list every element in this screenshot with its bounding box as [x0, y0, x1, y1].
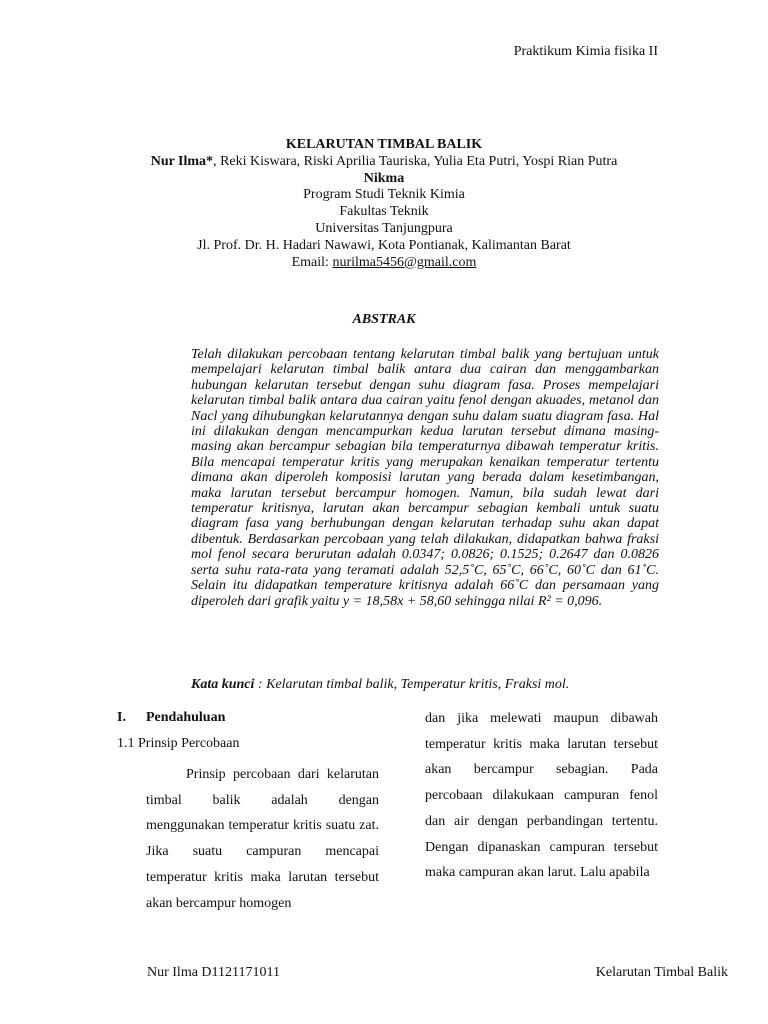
subsection-heading: 1.1 Prinsip Percobaan — [117, 736, 240, 751]
section-title: Pendahuluan — [146, 710, 226, 725]
author-list — [124, 154, 644, 171]
faculty: Fakultas Teknik — [339, 204, 429, 220]
left-column-text: Prinsip percobaan dari kelarutan timbal balik adalah dengan menggunakan temperatur kritis suatu zat. Jika suatu campuran mencapai temperatur kritis maka larutan tersebut akan bercampur homogen — [146, 767, 379, 911]
email-line — [0, 255, 768, 272]
coauthors: , Reki Kiswara, Riski Aprilia Tauriska, Yulia Eta Putri, Yospi Rian Putra — [213, 153, 618, 169]
supervisor: Nikma — [363, 170, 405, 186]
abstract-body — [191, 347, 659, 609]
title-block — [0, 137, 768, 271]
right-column — [425, 710, 658, 886]
address: Jl. Prof. Dr. H. Hadari Nawawi, Kota Pontianak, Kalimantan Barat — [197, 237, 571, 253]
left-column — [117, 710, 379, 916]
email-link[interactable]: nurilma5456@gmail.com — [332, 254, 477, 270]
footer-author-id: Nur Ilma D1121171011 — [147, 965, 280, 980]
running-header: Praktikum Kimia fisika II — [513, 44, 658, 59]
footer-running-title: Kelarutan Timbal Balik — [595, 965, 728, 980]
program: Program Studi Teknik Kimia — [303, 187, 465, 203]
email-label: Email: — [291, 254, 333, 270]
abstract-heading: ABSTRAK — [352, 312, 416, 327]
university: Universitas Tanjungpura — [315, 220, 453, 236]
keywords-label: Kata kunci — [191, 677, 255, 692]
paper-title: KELARUTAN TIMBAL BALIK — [285, 137, 483, 152]
section-number: I. — [117, 710, 126, 725]
right-column-text: dan jika melewati maupun dibawah temperatur kritis maka larutan tersebut akan bercampur sebagian. Pada percobaan dilakukaan campuran fenol dan air dengan perbandingan tertentu. Dengan dipanaskan campuran tersebut maka campuran akan larut. Lalu apabila — [425, 711, 658, 881]
section-heading — [117, 710, 379, 728]
lead-author: Nur Ilma* — [150, 153, 214, 169]
abstract-text: Telah dilakukan percobaan tentang kelarutan timbal balik yang bertujuan untuk mempelajari kelarutan timbal balik antara dua cairan dan menggambarkan hubungan kelarutan tersebut dengan suhu diagram fasa. Proses mempelajari kelarutan timbal balik antara dua cairan yaitu fenol dengan akuades, metanol dan Nacl yang dihubungkan kelarutannya dengan suhu dalam suatu diagram fasa. Hal ini dilakukan dengan mencampurkan kedua larutan tersebut dimana masing-masing akan bercampur sebagian bila temperaturnya dibawah temperatur kritis. Bila mencapai temperatur kritis yang merupakan kenaikan temperatur tertentu dimana akan diperoleh komposisi larutan yang berada dalam kesetimbangan, maka larutan tersebut bercampur homogen. Namun, bila sudah lewat dari temperatur kritisnya, larutan akan bercampur sebagian kembali untuk suatu diagram fasa yang berhubungan dengan kelarutan terhadap suhu akan dapat dibentuk. Berdasarkan percobaan yang telah dilakukan, didapatkan bahwa fraksi mol fenol secara berurutan adalah 0.0347; 0.0826; 0.1525; 0.2647 dan 0.0826 serta suhu rata-rata yang teramati adalah 52,5˚C, 65˚C, 66˚C, 60˚C dan 61˚C. Selain itu didapatkan temperature kritisnya adalah 66˚C dan persamaan yang diperoleh dari grafik yaitu y = 18,58x + 58,60 sehingga nilai R² = 0,096. — [191, 347, 659, 609]
keywords-text: : Kelarutan timbal balik, Temperatur kritis, Fraksi mol. — [254, 677, 570, 692]
keywords-line — [191, 677, 659, 693]
